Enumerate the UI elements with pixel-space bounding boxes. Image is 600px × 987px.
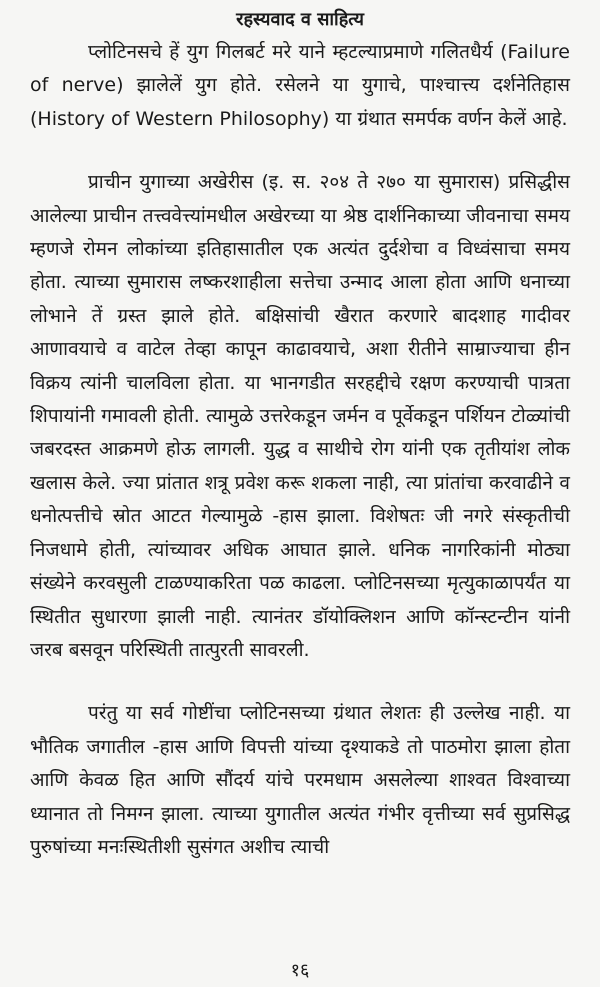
paragraph-1: प्लोटिनसचे हें युग गिलबर्ट मरे याने म्हटल्याप्रमाणे गलितधैर्य (Failure of nerve) झालेलें युग होते. रसेलने या युगाचे, पाश्चात्त्य दर्शनेतिहास (History of Western Philosophy) या ग्रंथात समर्पक वर्णन केलें आहे.	[30, 41, 570, 130]
page-number: १६	[290, 960, 310, 981]
page-title: रहस्यवाद व साहित्य	[236, 9, 364, 30]
paragraph-2: प्राचीन युगाच्या अखेरीस (इ. स. २०४ ते २७० या सुमारास) प्रसिद्धीस आलेल्या प्राचीन तत्त्ववेत्त्यांमधील अखेरच्या या श्रेष्ठ दार्शनिकाच्या जीवनाचा समय म्हणजे रोमन लोकांच्या इतिहासातील एक अत्यंत दुर्दशेचा व विध्वंसाचा समय होता. त्याच्या सुमारास लष्करशाहीला सत्तेचा उन्माद आला होता आणि धनाच्या लोभाने तें ग्रस्त झाले होते. बक्षिसांची खैरात करणारे बादशाह गादीवर आणावयाचे व वाटेल तेव्हा कापून काढावयाचे, अशा रीतीने साम्राज्याचा हीन विक्रय त्यांनी चालविला होता. या भानगडीत सरहद्दीचे रक्षण करण्याची पात्रता शिपायांनी गमावली होती. त्यामुळे उत्तरेकडून जर्मन व पूर्वेकडून पर्शियन टोळ्यांची जबरदस्त आक्रमणे होऊ लागली. युद्ध व साथीचे रोग यांनी एक तृतीयांश लोक खलास केले. ज्या प्रांतात शत्रू प्रवेश करू शकला नाही, त्या प्रांतांचा करवाढीने व धनोत्पत्तीचे स्रोत आटत गेल्यामुळे -हास झाला. विशेषतः जी नगरे संस्कृतीची निजधामे होती, त्यांच्यावर अधिक आघात झाले. धनिक नागरिकांनी मोठ्या संख्येने करवसुली टाळण्याकरिता पळ काढला. प्लोटिनसच्या मृत्युकाळापर्यंत या स्थितीत सुधारणा झाली नाही. त्यानंतर डॉयोक्लिशन आणि कॉन्स्टन्टीन यांनी जरब बसवून परिस्थिती तात्पुरती सावरली.	[30, 171, 570, 661]
paragraph-3: परंतु या सर्व गोष्टींचा प्लोटिनसच्या ग्रंथात लेशतः ही उल्लेख नाही. या भौतिक जगातील -हास आणि विपत्ती यांच्या दृश्याकडे तो पाठमोरा झाला होता आणि केवळ हित आणि सौंदर्य यांचे परमधाम असलेल्या शाश्वत विश्वाच्या ध्यानात तो निमग्न झाला. त्याच्या युगातील अत्यंत गंभीर वृत्तीच्या सर्व सुप्रसिद्ध पुरुषांच्या मनःस्थितीशी सुसंगत अशीच त्याची	[30, 702, 570, 858]
